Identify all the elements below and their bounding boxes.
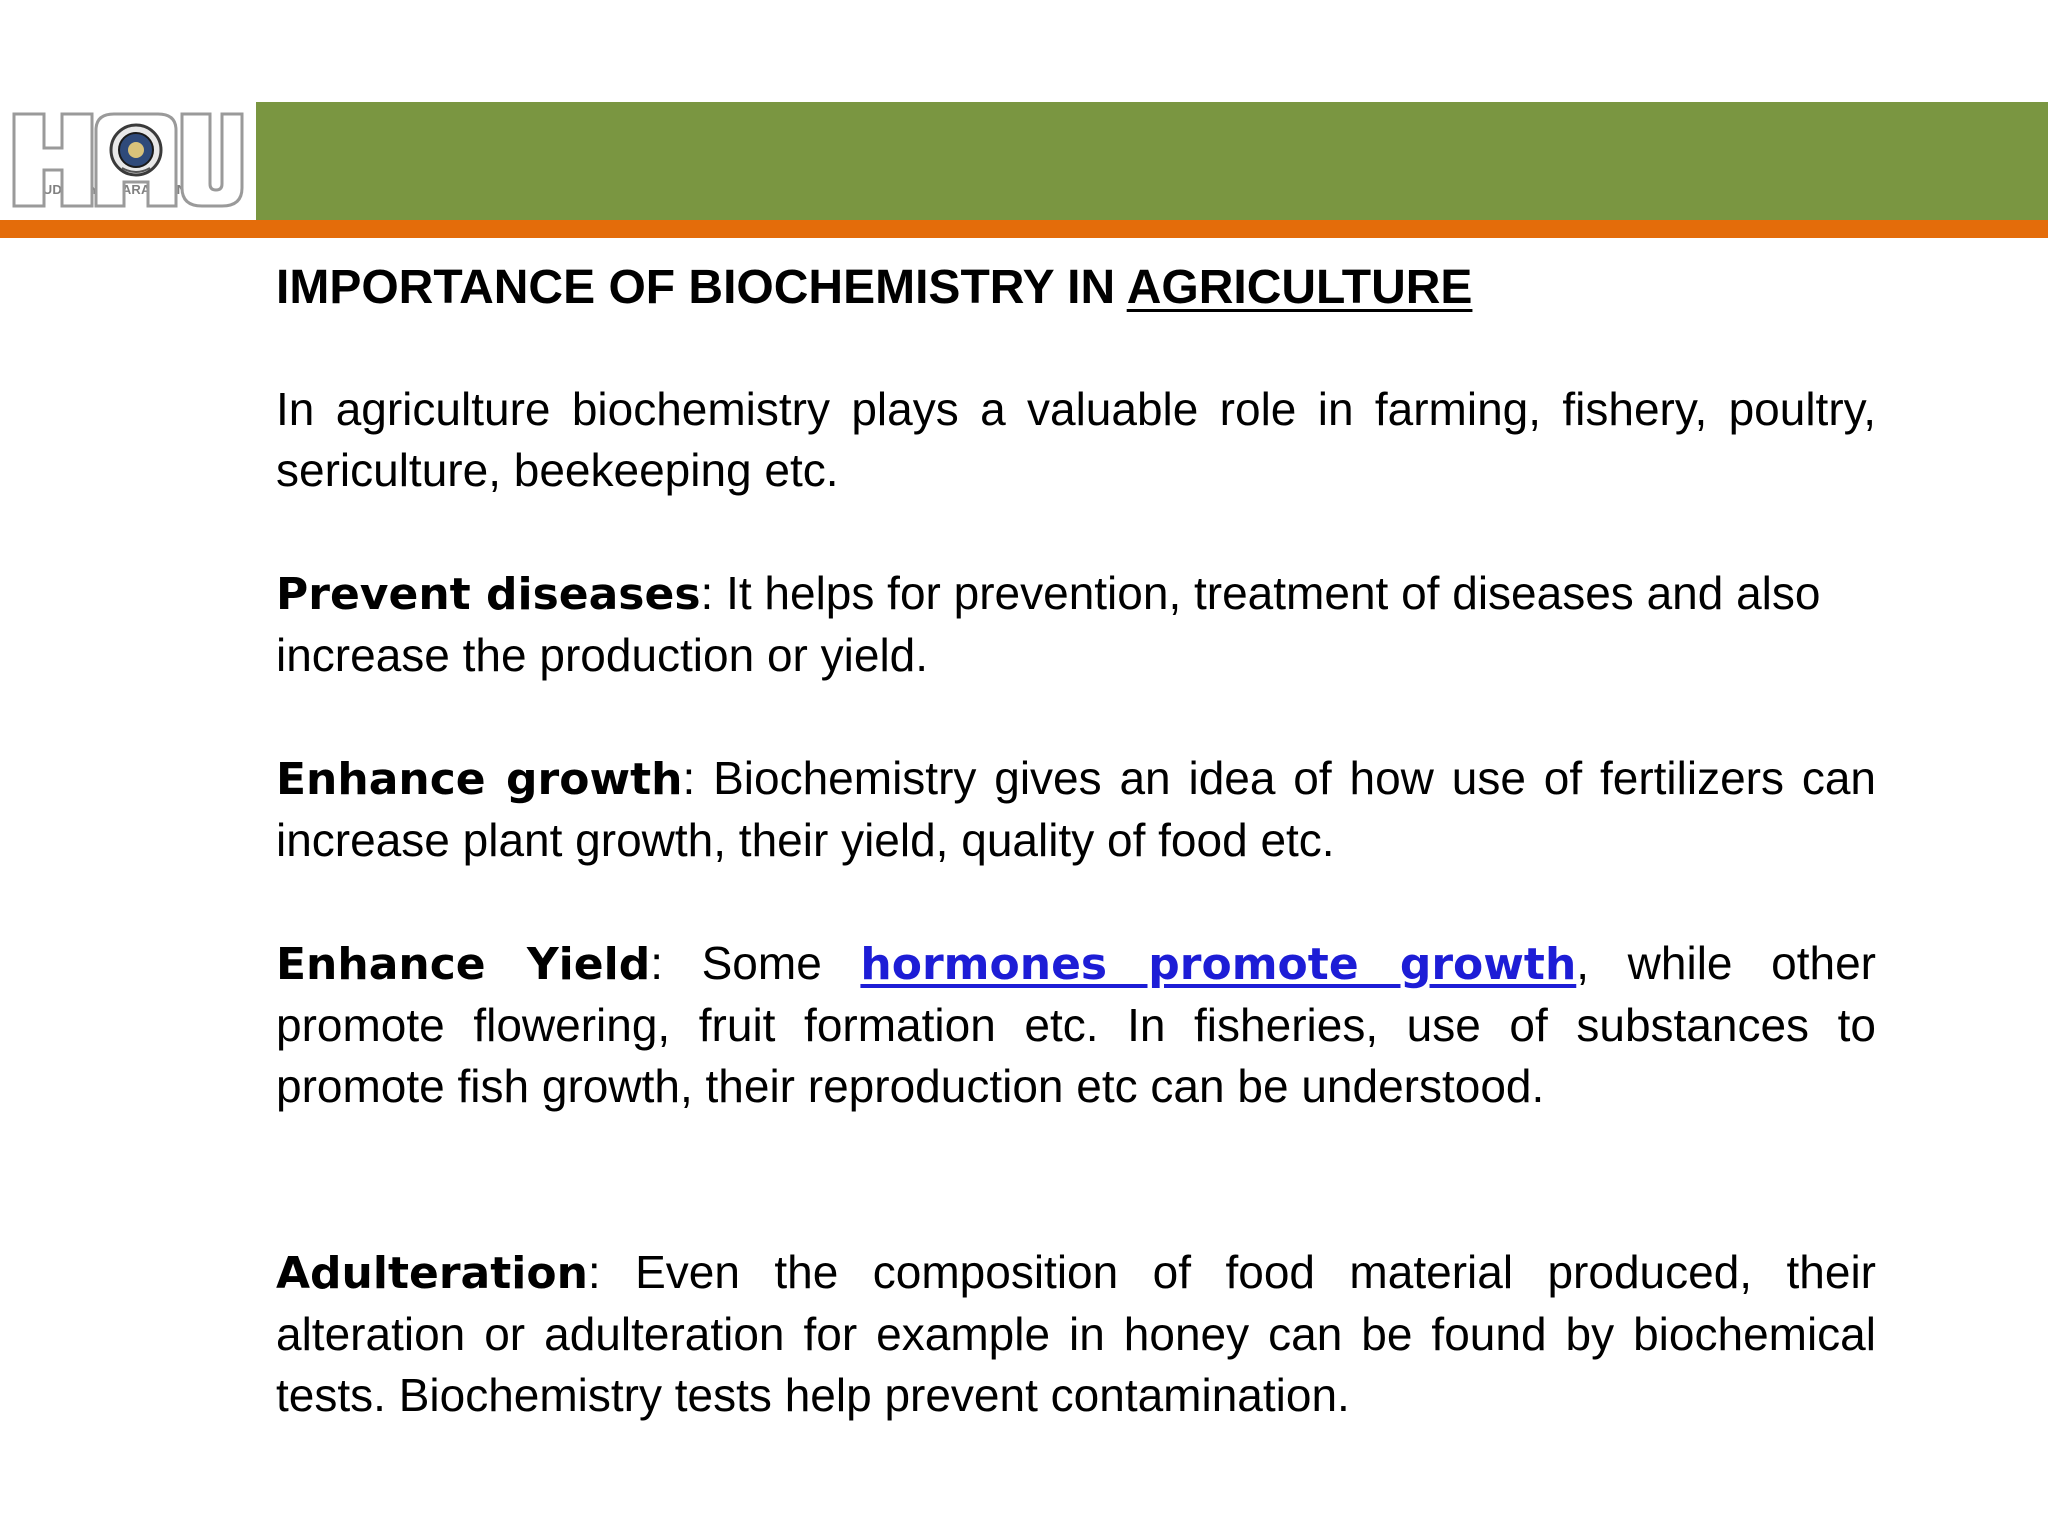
slide-content <box>276 256 1876 1426</box>
section-text: : Even the composition of food material produced, their alteration or adulteration for example in honey can be found by biochemical tests. Biochemistry tests help prevent contamination. <box>276 1246 1876 1421</box>
section-text: : Biochemistry gives an idea of how use of fertilizers can increase plant growth, their yield, quality of food etc. <box>276 752 1876 866</box>
section-term: Prevent diseases <box>276 569 701 620</box>
hau-logo-letters <box>10 110 246 210</box>
section-term: Adulteration <box>276 1248 588 1299</box>
section-term: Enhance growth <box>276 754 683 805</box>
section-text: : It helps for prevention, treatment of diseases and also <box>700 567 1821 619</box>
section-text-before-link: : Some <box>650 937 861 989</box>
section-text-continued: increase the production or yield. <box>276 629 929 681</box>
section-term: Enhance Yield <box>276 939 651 990</box>
title-main: IMPORTANCE OF BIOCHEMISTRY IN <box>276 261 1127 314</box>
section-text-after-link: , while other promote flowering, fruit formation etc. In fisheries, use of substances to promote fish growth, their reproduction etc can be understood. <box>276 937 1876 1112</box>
intro-paragraph: In agriculture biochemistry plays a valuable role in farming, fishery, poultry, sericulture, beekeeping etc. <box>276 383 1876 496</box>
hormones-promote-growth-link[interactable]: hormones promote growth <box>860 939 1577 990</box>
slide-title <box>276 256 1876 320</box>
header-band <box>0 102 2048 220</box>
section-enhance-yield <box>276 933 1876 1117</box>
header-accent-stripe <box>0 220 2048 238</box>
section-prevent-diseases <box>276 563 1876 686</box>
section-adulteration <box>276 1242 1876 1426</box>
university-seal-icon <box>111 125 161 175</box>
title-underlined-word: AGRICULTURE <box>1126 261 1473 314</box>
section-enhance-growth <box>276 748 1876 871</box>
logo-caption: CHAUDHARY CHARAN <box>14 182 161 197</box>
